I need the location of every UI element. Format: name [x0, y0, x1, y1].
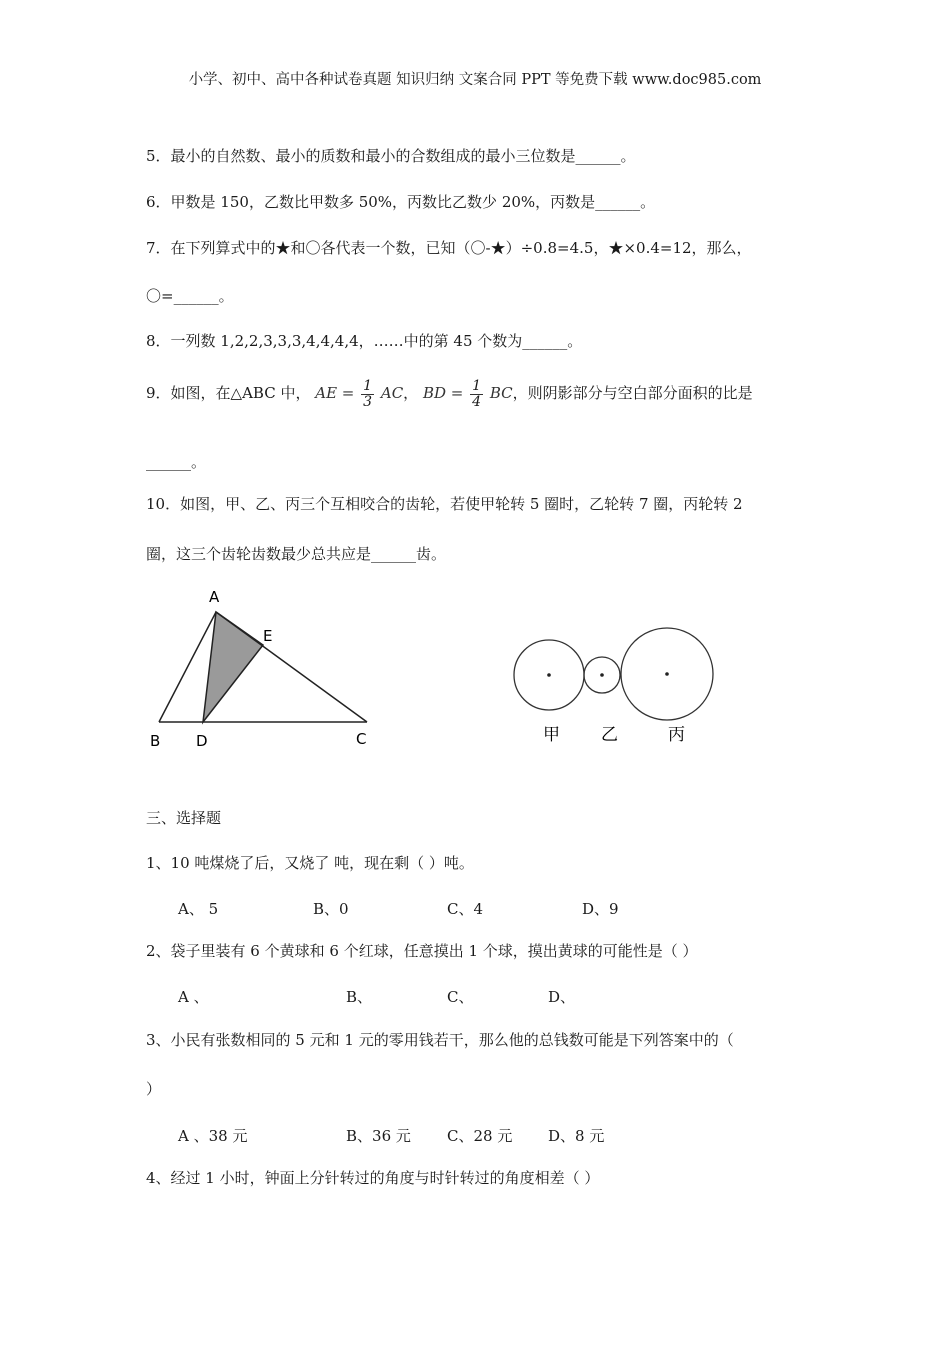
bd-right: BC: [489, 384, 513, 402]
section-title: 三、选择题: [146, 809, 222, 827]
q1-option-d: D、9: [582, 900, 619, 918]
fraction-numerator: 1: [363, 377, 373, 394]
fraction-one-third: [361, 379, 374, 410]
q1-option-a: A、 5: [178, 900, 219, 918]
shaded-triangle-ade: [203, 612, 263, 722]
gear-yi-center: [600, 673, 604, 677]
question-10-line-1: 10．如图，甲、乙、丙三个互相咬合的齿轮，若使甲轮转 5 圈时，乙轮转 7 圈，丙轮转 2: [146, 495, 743, 513]
q2-option-c: C、: [447, 988, 474, 1006]
question-9-suffix: ，则阴影部分与空白部分面积的比是: [512, 384, 753, 402]
q1-option-b: B、0: [313, 900, 349, 918]
question-7-line-2: 〇=______。: [146, 287, 234, 305]
ae-right: AC: [380, 384, 404, 402]
label-a: A: [209, 588, 220, 606]
choice-question-4: 4、经过 1 小时，钟面上分针转过的角度与时针转过的角度相差（ ）: [146, 1169, 600, 1187]
q3-option-c: C、28 元: [447, 1127, 513, 1145]
fraction-numerator: 1: [472, 377, 482, 394]
choice-question-2: 2、袋子里装有 6 个黄球和 6 个红球，任意摸出 1 个球，摸出黄球的可能性是（ ）: [146, 942, 698, 960]
fraction-one-quarter: [470, 379, 483, 410]
question-8: 8．一列数 1,2,2,3,3,3,4,4,4,4，……中的第 45 个数为______。: [146, 332, 583, 350]
label-jia: 甲: [543, 725, 560, 745]
q3-option-b: B、36 元: [346, 1127, 411, 1145]
gear-bing-center: [665, 672, 669, 676]
label-yi: 乙: [601, 725, 618, 745]
q1-option-c: C、4: [447, 900, 484, 918]
q2-option-b: B、: [346, 988, 373, 1006]
label-d: D: [196, 732, 208, 750]
fraction-denominator: 3: [363, 393, 373, 410]
choice-question-3-line-1: 3、小民有张数相同的 5 元和 1 元的零用钱若干，那么他的总钱数可能是下列答案中的（: [146, 1031, 734, 1049]
bd-left: BD =: [422, 384, 464, 402]
q2-option-d: D、: [548, 988, 576, 1006]
question-5: 5．最小的自然数、最小的质数和最小的合数组成的最小三位数是______。: [146, 147, 636, 165]
label-bing: 丙: [668, 725, 685, 745]
label-c: C: [356, 730, 367, 748]
gears-figure: [505, 620, 725, 750]
q3-option-d: D、8 元: [548, 1127, 605, 1145]
triangle-figure: [140, 582, 390, 757]
choice-question-1: 1、10 吨煤烧了后，又烧了 吨，现在剩（ ）吨。: [146, 854, 474, 872]
question-9: [146, 376, 753, 410]
question-7-line-1: 7．在下列算式中的★和〇各代表一个数，已知（〇-★）÷0.8=4.5，★×0.4=12，那么，: [146, 239, 752, 257]
question-6: 6．甲数是 150，乙数比甲数多 50%，丙数比乙数少 20%，丙数是______。: [146, 193, 656, 211]
fraction-denominator: 4: [472, 393, 482, 410]
choice-question-3-line-2: ）: [146, 1080, 162, 1098]
ae-left: AE =: [315, 384, 355, 402]
q3-option-a: A 、38 元: [178, 1127, 248, 1145]
question-9-prefix: 9．如图，在△ABC 中，: [146, 384, 311, 402]
question-10-line-2: 圈，这三个齿轮齿数最少总共应是______齿。: [146, 545, 447, 563]
q2-option-a: A 、: [178, 988, 209, 1006]
gear-jia-center: [547, 673, 551, 677]
question-9-separator: ，: [403, 384, 419, 402]
question-9-line-2: ______。: [146, 453, 207, 471]
label-b: B: [150, 732, 161, 750]
label-e: E: [263, 627, 273, 645]
page-header: 小学、初中、高中各种试卷真题 知识归纳 文案合同 PPT 等免费下载 www.doc985.com: [188, 72, 762, 88]
